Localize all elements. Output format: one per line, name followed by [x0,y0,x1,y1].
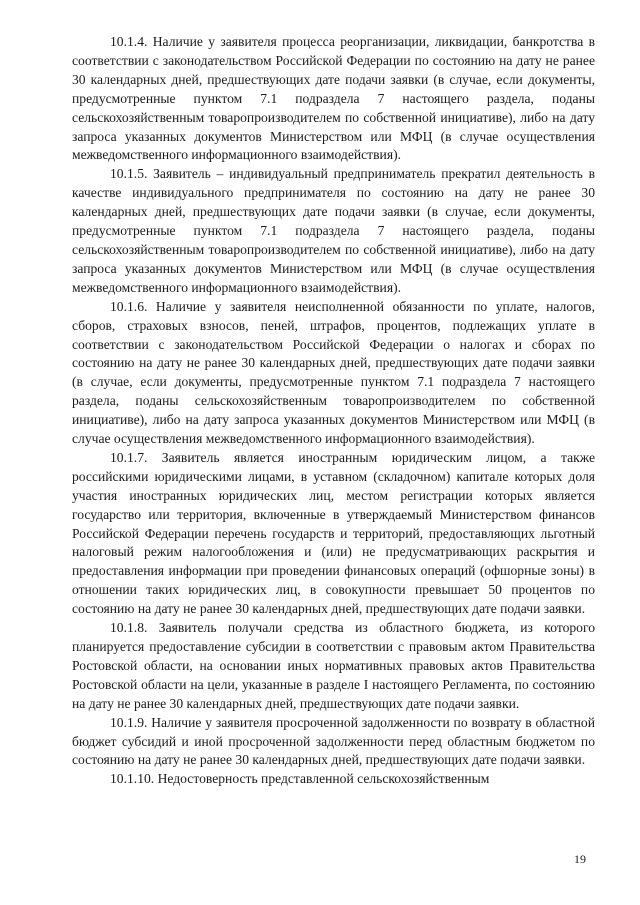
paragraph-10-1-4: 10.1.4. Наличие у заявителя процесса реорганизации, ликвидации, банкротства в соответствии с законодательством Российской Федерации по состоянию на дату не ранее 30 календарных дней, предшествующих дате подачи заявки (в случае, если документы, предусмотренные пунктом 7.1 подраздела 7 настоящего раздела, поданы сельскохозяйственным товаропроизводителем по собственной инициативе), либо на дату запроса указанных документов Министерством или МФЦ (в случае осуществления межведомственного информационного взаимодействия). [72,34,595,163]
paragraph-10-1-7: 10.1.7. Заявитель является иностранным юридическим лицом, а также российскими юридическими лицами, в уставном (складочном) капитале которых доля участия иностранных юридических лиц, местом регистрации которых является государство или территория, включенные в утверждаемый Министерством финансов Российской Федерации перечень государств и территорий, предоставляющих льготный налоговый режим налогообложения и (или) не предусматривающих раскрытия и предоставления информации при проведении финансовых операций (офшорные зоны) в отношении таких юридических лиц, в совокупности превышает 50 процентов по состоянию на дату не ранее 30 календарных дней, предшествующих дате подачи заявки. [72,449,595,617]
paragraph-10-1-8: 10.1.8. Заявитель получали средства из областного бюджета, из которого планируется предоставление субсидии в соответствии с правовым актом Правительства Ростовской области, на основании иных нормативных правовых актов Правительства Ростовской области на цели, указанные в разделе I настоящего Регламента, по состоянию на дату не ранее 30 календарных дней, предшествующих дате подачи заявки. [72,620,595,711]
paragraph-10-1-6: 10.1.6. Наличие у заявителя неисполненной обязанности по уплате, налогов, сборов, страховых взносов, пеней, штрафов, процентов, подлежащих уплате в соответствии с законодательством Российской Федерации о налогах и сборах по состоянию на дату не ранее 30 календарных дней, предшествующих дате подачи заявки (в случае, если документы, предусмотренные пунктом 7.1 подраздела 7 настоящего раздела, поданы сельскохозяйственным товаропроизводителем по собственной инициативе), либо на дату запроса указанных документов Министерством или МФЦ (в случае осуществления межведомственного информационного взаимодействия). [72,298,595,447]
document-body [72,33,595,789]
page-number: 19 [574,852,586,866]
paragraph-10-1-5: 10.1.5. Заявитель – индивидуальный предприниматель прекратил деятельность в качестве индивидуального предпринимателя по состоянию на дату не ранее 30 календарных дней, предшествующих дате подачи заявки (в случае, если документы, предусмотренные пунктом 7.1 подраздела 7 настоящего раздела, поданы сельскохозяйственным товаропроизводителем по собственной инициативе), либо на дату запроса указанных документов Министерством или МФЦ (в случае осуществления межведомственного информационного взаимодействия). [72,166,595,295]
paragraph-10-1-9: 10.1.9. Наличие у заявителя просроченной задолженности по возврату в областной бюджет субсидий и иной просроченной задолженности перед областным бюджетом по состоянию на дату не ранее 30 календарных дней, предшествующих дате подачи заявки. [72,714,595,768]
paragraph-10-1-10: 10.1.10. Недостоверность представленной сельскохозяйственным [110,771,490,787]
